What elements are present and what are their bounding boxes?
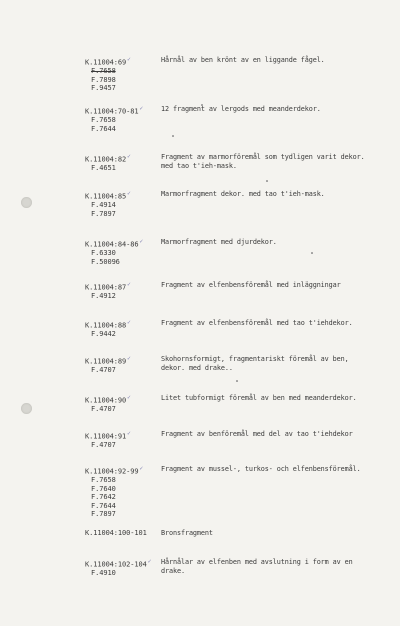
entry-id-text: K.11004:82 <box>85 155 127 164</box>
entry-description: Skohornsformigt, fragmentariskt föremål av ben, dekor. med drake.. <box>161 355 349 372</box>
check-mark-icon: ✓ <box>127 190 131 197</box>
entry-id <box>85 56 163 67</box>
entry-id-text: K.11004:87 <box>85 283 127 292</box>
check-mark-icon: ✓ <box>127 355 131 362</box>
entry-description: Hårnål av ben krönt av en liggande fågel. <box>161 56 325 64</box>
reference-code: F.9442 <box>91 329 116 338</box>
reference-code: F.7642 <box>91 493 116 502</box>
check-mark-icon: ✓ <box>139 238 144 245</box>
paper-speck <box>311 252 313 254</box>
entry-id <box>85 465 163 476</box>
reference-code: F.50096 <box>91 257 120 266</box>
check-mark-icon: ✓ <box>147 558 152 565</box>
punch-hole <box>21 403 32 414</box>
entry-codes <box>85 56 163 93</box>
entry-id <box>85 430 163 441</box>
entry-description: Fragment av elfenbensföremål med tao t'iehdekor. <box>161 319 353 327</box>
check-mark-icon: ✓ <box>127 394 131 401</box>
entry-id <box>85 558 163 569</box>
entry-id <box>85 190 163 201</box>
entry-description: Bronsfragment <box>161 529 213 537</box>
paper-speck <box>236 380 238 382</box>
reference-code: F.7644 <box>91 124 116 133</box>
entry-codes <box>85 238 163 266</box>
entry-id <box>85 355 163 366</box>
reference-code: F.7897 <box>91 510 116 519</box>
entry-codes <box>85 319 163 339</box>
entry-id-text: K.11004:100-101 <box>85 529 147 537</box>
reference-code: F.4707 <box>91 440 116 449</box>
check-mark-icon: ✓ <box>127 153 131 160</box>
entry-description: Fragment av benföremål med del av tao t'iehdekor <box>161 430 353 438</box>
reference-code: F.7897 <box>91 209 116 218</box>
entry-id <box>85 394 163 405</box>
entry-id-text: K.11004:89 <box>85 357 127 366</box>
entry-description: Fragment av elfenbensföremål med inläggningar <box>161 281 341 289</box>
paper-speck <box>172 135 174 137</box>
entry-id <box>85 105 163 116</box>
reference-code: F.7658 <box>91 115 116 124</box>
entry-codes <box>85 529 163 538</box>
entry-description: Marmorfragment med djurdekor. <box>161 238 277 246</box>
entry-id-text: K.11004:102-104 <box>85 560 147 569</box>
reference-code: F.7898 <box>91 75 116 84</box>
entry-id-text: K.11004:88 <box>85 321 127 330</box>
entry-id <box>85 153 163 164</box>
entry-codes <box>85 105 163 133</box>
reference-code: F.7658 <box>91 475 116 484</box>
check-mark-icon: ✓ <box>127 319 131 326</box>
entry-description: Fragment av mussel-, turkos- och elfenbensföremål. <box>161 465 361 473</box>
reference-code: F.7640 <box>91 484 116 493</box>
entry-id <box>85 238 163 249</box>
entry-codes <box>85 190 163 218</box>
check-mark-icon: ✓ <box>127 430 131 437</box>
punch-hole <box>21 197 32 208</box>
paper-speck <box>266 180 268 182</box>
entry-id <box>85 319 163 330</box>
reference-code: F.7644 <box>91 501 116 510</box>
entry-description: Marmorfragment dekor. med tao t'ieh-mask. <box>161 190 325 198</box>
check-mark-icon: ✓ <box>139 465 144 472</box>
entry-id-text: K.11004:70-81 <box>85 107 139 116</box>
reference-code: F.4651 <box>91 163 116 172</box>
reference-code: F.4910 <box>91 568 116 577</box>
check-mark-icon: ✓ <box>139 105 144 112</box>
entry-id <box>85 529 163 538</box>
entry-codes <box>85 281 163 301</box>
entry-id-text: K.11004:92-99 <box>85 467 139 476</box>
check-mark-icon: ✓ <box>127 56 131 63</box>
entry-description: Fragment av marmorföremål som tydligen varit dekor. med tao t'ieh-mask. <box>161 153 365 170</box>
entry-codes <box>85 355 163 375</box>
entry-description: 12 fragment av lergods med meanderdekor. <box>161 105 321 113</box>
entry-codes <box>85 465 163 519</box>
entry-id-text: K.11004:91 <box>85 432 127 441</box>
reference-code: F.9457 <box>91 84 116 93</box>
reference-code: F.4912 <box>91 291 116 300</box>
struck-reference-code: F.7658 <box>91 66 116 75</box>
entry-codes <box>85 558 163 578</box>
entry-codes <box>85 430 163 450</box>
check-mark-icon: ✓ <box>127 281 131 288</box>
entry-id-text: K.11004:90 <box>85 396 127 405</box>
reference-code: F.6330 <box>91 248 116 257</box>
entry-description: Hårnålar av elfenben med avslutning i form av en drake. <box>161 558 353 575</box>
entry-codes <box>85 153 163 173</box>
reference-code: F.4707 <box>91 404 116 413</box>
entry-id-text: K.11004:84-86 <box>85 240 139 249</box>
reference-code: F.4707 <box>91 365 116 374</box>
entry-id <box>85 281 163 292</box>
entry-id-text: K.11004:69 <box>85 58 127 67</box>
entry-description: Litet tubformigt föremål av ben med meanderdekor. <box>161 394 357 402</box>
entry-id-text: K.11004:85 <box>85 192 127 201</box>
entry-codes <box>85 394 163 414</box>
reference-code: F.4914 <box>91 200 116 209</box>
